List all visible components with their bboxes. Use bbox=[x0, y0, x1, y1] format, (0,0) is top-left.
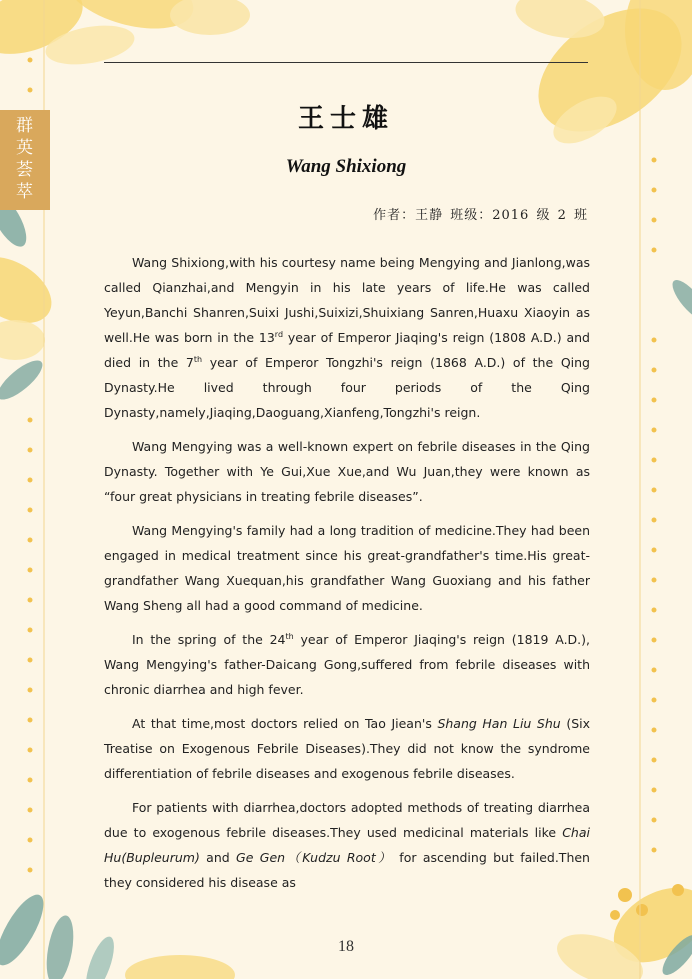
berry-decoration bbox=[636, 904, 648, 916]
section-tab-char: 英 bbox=[16, 138, 34, 158]
paragraph: Wang Mengying's family had a long tradition of medicine.They had been engaged in medical treatment since his great-grandfather's time.His great-grandfather Wang Xuequan,his grandfather Wang Guoxiang and his father Wang Sheng all had a good command of medicine. bbox=[104, 523, 590, 613]
petal-decoration bbox=[125, 955, 235, 979]
berry-decoration bbox=[610, 910, 620, 920]
leaf-decoration bbox=[667, 275, 692, 325]
dotted-border-right bbox=[652, 158, 657, 853]
section-tab-char: 萃 bbox=[16, 182, 34, 202]
paragraph: Wang Shixiong,with his courtesy name being Mengying and Jianlong,was called Qianzhai,and Mengyin in his late years of life.He was called Yeyun,Banchi Shanren,Suixi Jushi,Suixizi,Shuixiang Sanren,Huaxu Xiaoyin as well.He was born in the 13rd year of Emperor Jiaqing's reign (1808 A.D.) and died in the 7th year of Emperor Tongzhi's reign (1868 A.D.) of the Qing Dynasty.He lived through four periods of the Qing Dynasty,namely,Jiaqing,Daoguang,Xianfeng,Tongzhi's reign. bbox=[104, 255, 590, 420]
article-body bbox=[104, 250, 590, 904]
herb-name: Ge Gen（Kudzu Root） bbox=[236, 850, 393, 865]
section-tab-char: 群 bbox=[16, 116, 34, 136]
petal-decoration bbox=[0, 320, 45, 360]
berry-decoration bbox=[672, 884, 684, 896]
section-tab-char: 荟 bbox=[16, 160, 34, 180]
paragraph: For patients with diarrhea,doctors adopted methods of treating diarrhea due to exogenous febrile diseases.They used medicinal materials like Chai Hu(Bupleurum) and Ge Gen（Kudzu Root） for ascending but failed.Then they considered his disease as bbox=[104, 800, 590, 890]
english-title: Wang Shixiong bbox=[285, 156, 407, 177]
paragraph: In the spring of the 24th year of Emperor Jiaqing's reign (1819 A.D.), Wang Mengying's father-Daicang Gong,suffered from febrile diseases with chronic diarrhea and high fever. bbox=[104, 631, 590, 697]
chinese-title: 王士雄 bbox=[297, 104, 394, 134]
berry-decoration bbox=[618, 888, 632, 902]
petal-decoration bbox=[170, 0, 250, 35]
herb-name: Chai Hu(Bupleurum) bbox=[104, 825, 590, 865]
header-rule bbox=[104, 62, 588, 63]
author-byline: 作者：王静 班级：2016 级 2 班 bbox=[373, 208, 588, 223]
book-title: Shang Han Liu Shu bbox=[437, 716, 561, 731]
leaf-decoration bbox=[0, 354, 48, 405]
page-number: 18 bbox=[338, 938, 354, 955]
paragraph: Wang Mengying was a well-known expert on febrile diseases in the Qing Dynasty. Together with Ye Gui,Xue Xue,and Wu Juan,they were known as “four great physicians in treating febrile diseases”. bbox=[104, 439, 590, 504]
paragraph: At that time,most doctors relied on Tao Jiean's Shang Han Liu Shu (Six Treatise on Exogenous Febrile Diseases).They did not know the syndrome differentiation of febrile diseases and exogenous febrile diseases. bbox=[104, 716, 590, 781]
